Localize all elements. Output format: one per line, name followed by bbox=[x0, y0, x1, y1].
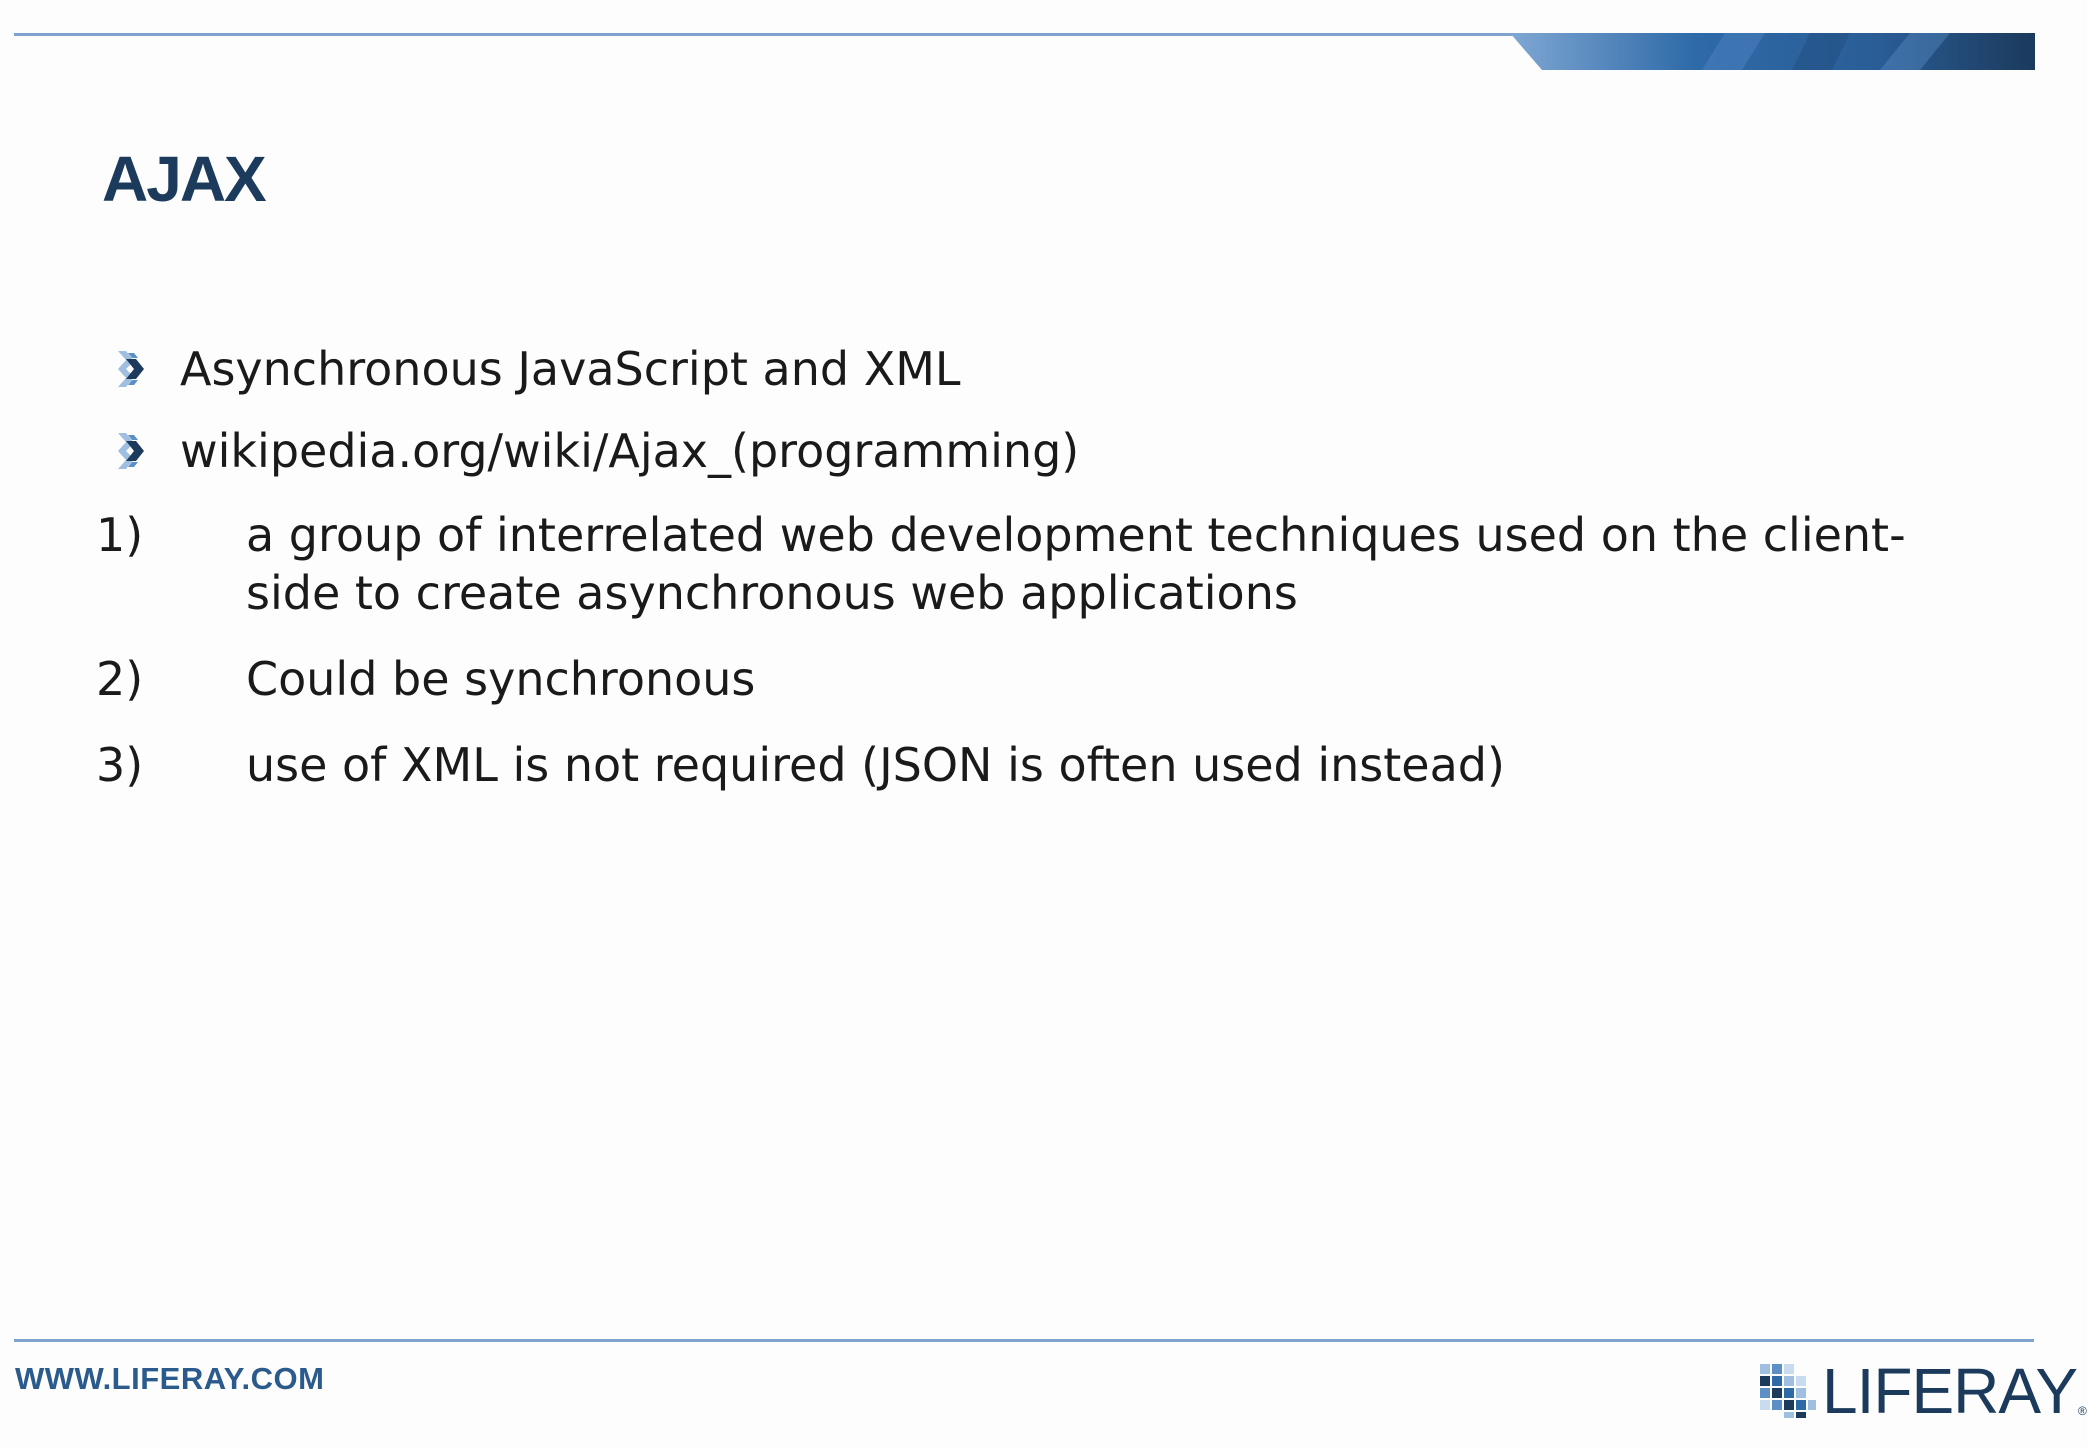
bullet-item bbox=[114, 424, 1080, 478]
item-text: use of XML is not required (JSON is often used instead) bbox=[246, 738, 1505, 792]
liferay-logo-icon bbox=[1758, 1360, 1818, 1420]
wikipedia-link[interactable]: wikipedia.org/wiki/Ajax_(programming) bbox=[180, 424, 1080, 478]
registered-mark: ® bbox=[2078, 1404, 2087, 1418]
footer-rule bbox=[14, 1339, 2034, 1342]
bullet-item bbox=[114, 342, 961, 396]
item-number: 1) bbox=[96, 508, 144, 562]
liferay-logo[interactable] bbox=[1758, 1355, 2087, 1427]
logo-wordmark: LIFERAY bbox=[1822, 1355, 2077, 1427]
item-number: 2) bbox=[96, 652, 144, 706]
footer-url-link[interactable]: WWW.LIFERAY.COM bbox=[15, 1361, 325, 1396]
item-number: 3) bbox=[96, 738, 144, 792]
diamond-chevron-icon bbox=[114, 429, 150, 473]
bullet-text: Asynchronous JavaScript and XML bbox=[180, 342, 961, 396]
item-text: a group of interrelated web development techniques used on the client-side to create asynchronous web applications bbox=[246, 508, 1906, 620]
slide-title: AJAX bbox=[102, 143, 265, 215]
header-banner bbox=[1510, 33, 2035, 70]
item-text: Could be synchronous bbox=[246, 652, 756, 706]
diamond-chevron-icon bbox=[114, 347, 150, 391]
